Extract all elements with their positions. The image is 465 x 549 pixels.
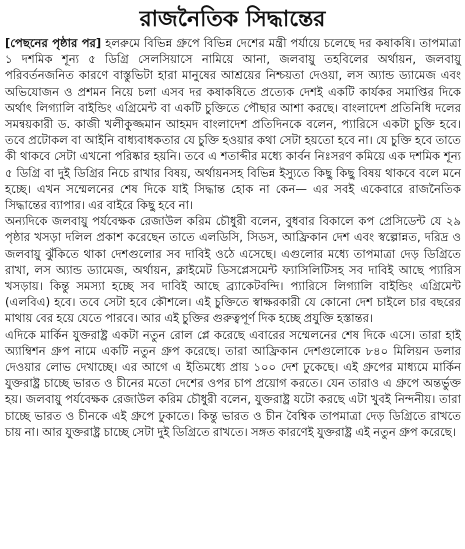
paragraph bbox=[5, 213, 461, 326]
paragraph bbox=[5, 35, 461, 213]
paragraph-text: অন্যদিকে জলবায়ু পর্যবেক্ষক রেজাউল করিম চৌধুরী বলেন, বুধবার বিকালে কপ প্রেসিডেন্ট যে ২৯ পৃষ্ঠার খসড়া দলিল প্রকাশ করেছেন তাতে এলডিসি, সিডস, আফ্রিকান দেশ এবং স্বল্পোন্নত, দরিদ্র ও জলবায়ু ঝুঁকিতে থাকা দেশগুলোর সব দাবিই ওঠে এসেছে। এগুলোর মধ্যে তাপমাত্রা দেড় ডিগ্রিতে রাখা, লস অ্যান্ড ড্যামেজ, অর্থায়ন, ক্লাইমেট ডিসপ্লেসমেন্ট ফ্যাসিলিটিসহ সব দাবিই আছে প্যারিস খসড়ায়। কিন্তু সমস্যা হচ্ছে সব দাবিই আছে ব্র্যাকেটবন্দি। প্যারিসে লিগ্যালি বাইন্ডিং এগ্রিমেন্ট (এলবিএ) হবে। তবে সেটা হবে কৌশলে। এই চুক্তিতে স্বাক্ষরকারী যে কোনো দেশ চাইলে চার বছরের মাথায় বের হয়ে যেতে পারবে। আর এই চুক্তির গুরুত্বপূর্ণ দিক হচ্ছে প্রযুক্তি হস্তান্তর। bbox=[5, 214, 461, 326]
article-body bbox=[5, 35, 461, 440]
paragraph-text: এদিকে মার্কিন যুক্তরাষ্ট্র একটা নতুন রোল প্লে করেছে এবারের সম্মেলনের শেষ দিকে এসে। তারা হাই অ্যাম্বিশন গ্রুপ নামে একটি নতুন গ্রুপ করেছে। তারা আফ্রিকান দেশগুলোকে ৮৪০ মিলিয়ন ডলার দেওয়ার লোভ দেখাচ্ছে। এর আগে এ ইতিমধ্যে প্রায় ১০০ দেশ ঢুকেছে। এই গ্রুপের মাধ্যমে মার্কিন যুক্তরাষ্ট্র চাচ্ছে ভারত ও চীনের মতো দেশের ওপর চাপ প্রয়োগ করতে। যেন তারাও এ গ্রুপে অন্তর্ভুক্ত হয়। জলবায়ু পর্যবেক্ষক রেজাউল করিম চৌধুরী বলেন, যুক্তরাষ্ট্র যটো করছে এটা খুবই নিন্দনীয়। তারা চাচ্ছে ভারত ও চীনকে এই গ্রুপে ঢুকাতে। কিন্তু ভারত ও চীন বৈশ্বিক তাপমাত্রা দেড় ডিগ্রিতে রাখতে চায় না। আর যুক্তরাষ্ট্র চাচ্ছে সেটা দুই ডিগ্রিতে রাখতে। সঙ্গত কারণেই যুক্তরাষ্ট্র এই নতুন গ্রুপ করেছে। bbox=[5, 327, 461, 439]
paragraph-text: হলরুমে বিভিন্ন গ্রুপে বিভিন্ন দেশের মন্ত্রী পর্যায়ে চলেছে দর কষাকষি। তাপমাত্রা ১ দশমিক শূন্য ৫ ডিগ্রি সেলসিয়াসে নামিয়ে আনা, জলবায়ু তহবিলের অর্থায়ন, জলবায়ু পরিবর্তনজনিত কারণে বাস্তুভিটা হারা মানুষের আশ্রয়ের নিশ্চয়তা দেওয়া, লস অ্যান্ড ড্যামেজ এবং অভিযোজন ও প্রশমন নিয়ে চলা এসব দর কষাকষিতে প্রত্যেক দেশই একটি কার্যকর সমাপ্তির দিকে অর্থাৎ লিগ্যালি বাইন্ডিং এগ্রিমেন্ট বা একটি চুক্তিতে পৌছার আশা করছে। বাংলাদেশ প্রতিনিধি দলের সমন্বয়কারী ড. কাজী খলীকুজ্জমান আহমদ বাংলাদেশ প্রতিদিনকে বলেন, প্যারিসে একটা চুক্তি হবে। তবে প্রটোকল বা আইনি বাধ্যবাধকতার যে চুক্তি হওয়ার কথা সেটা হয়তো হবে না। যে চুক্তি হবে তাতে কী থাকবে সেটা এখনো পরিষ্কার হয়নি। তবে এ শতাব্দীর মধ্যে কার্বন নিঃসরণ কমিয়ে এক দশমিক শূন্য ৫ ডিগ্রি বা দুই ডিগ্রির নিচে রাখার বিষয়, অর্থায়নসহ বিভিন্ন ইস্যুতে কিছু কিছু বিষয় থাকবে বলে মনে হচ্ছে। এখন সম্মেলনের শেষ দিকে যাই সিদ্ধান্ত হোক না কেন— এর সবই একেবারে রাজনৈতিক সিদ্ধান্তের ব্যাপার। এর বাইরে কিছু হবে না। bbox=[5, 36, 462, 213]
headline: রাজনৈতিক সিদ্ধান্তের bbox=[139, 6, 326, 32]
paragraph bbox=[5, 327, 461, 440]
continued-label: [পেছনের পৃষ্ঠার পর] bbox=[5, 36, 102, 50]
